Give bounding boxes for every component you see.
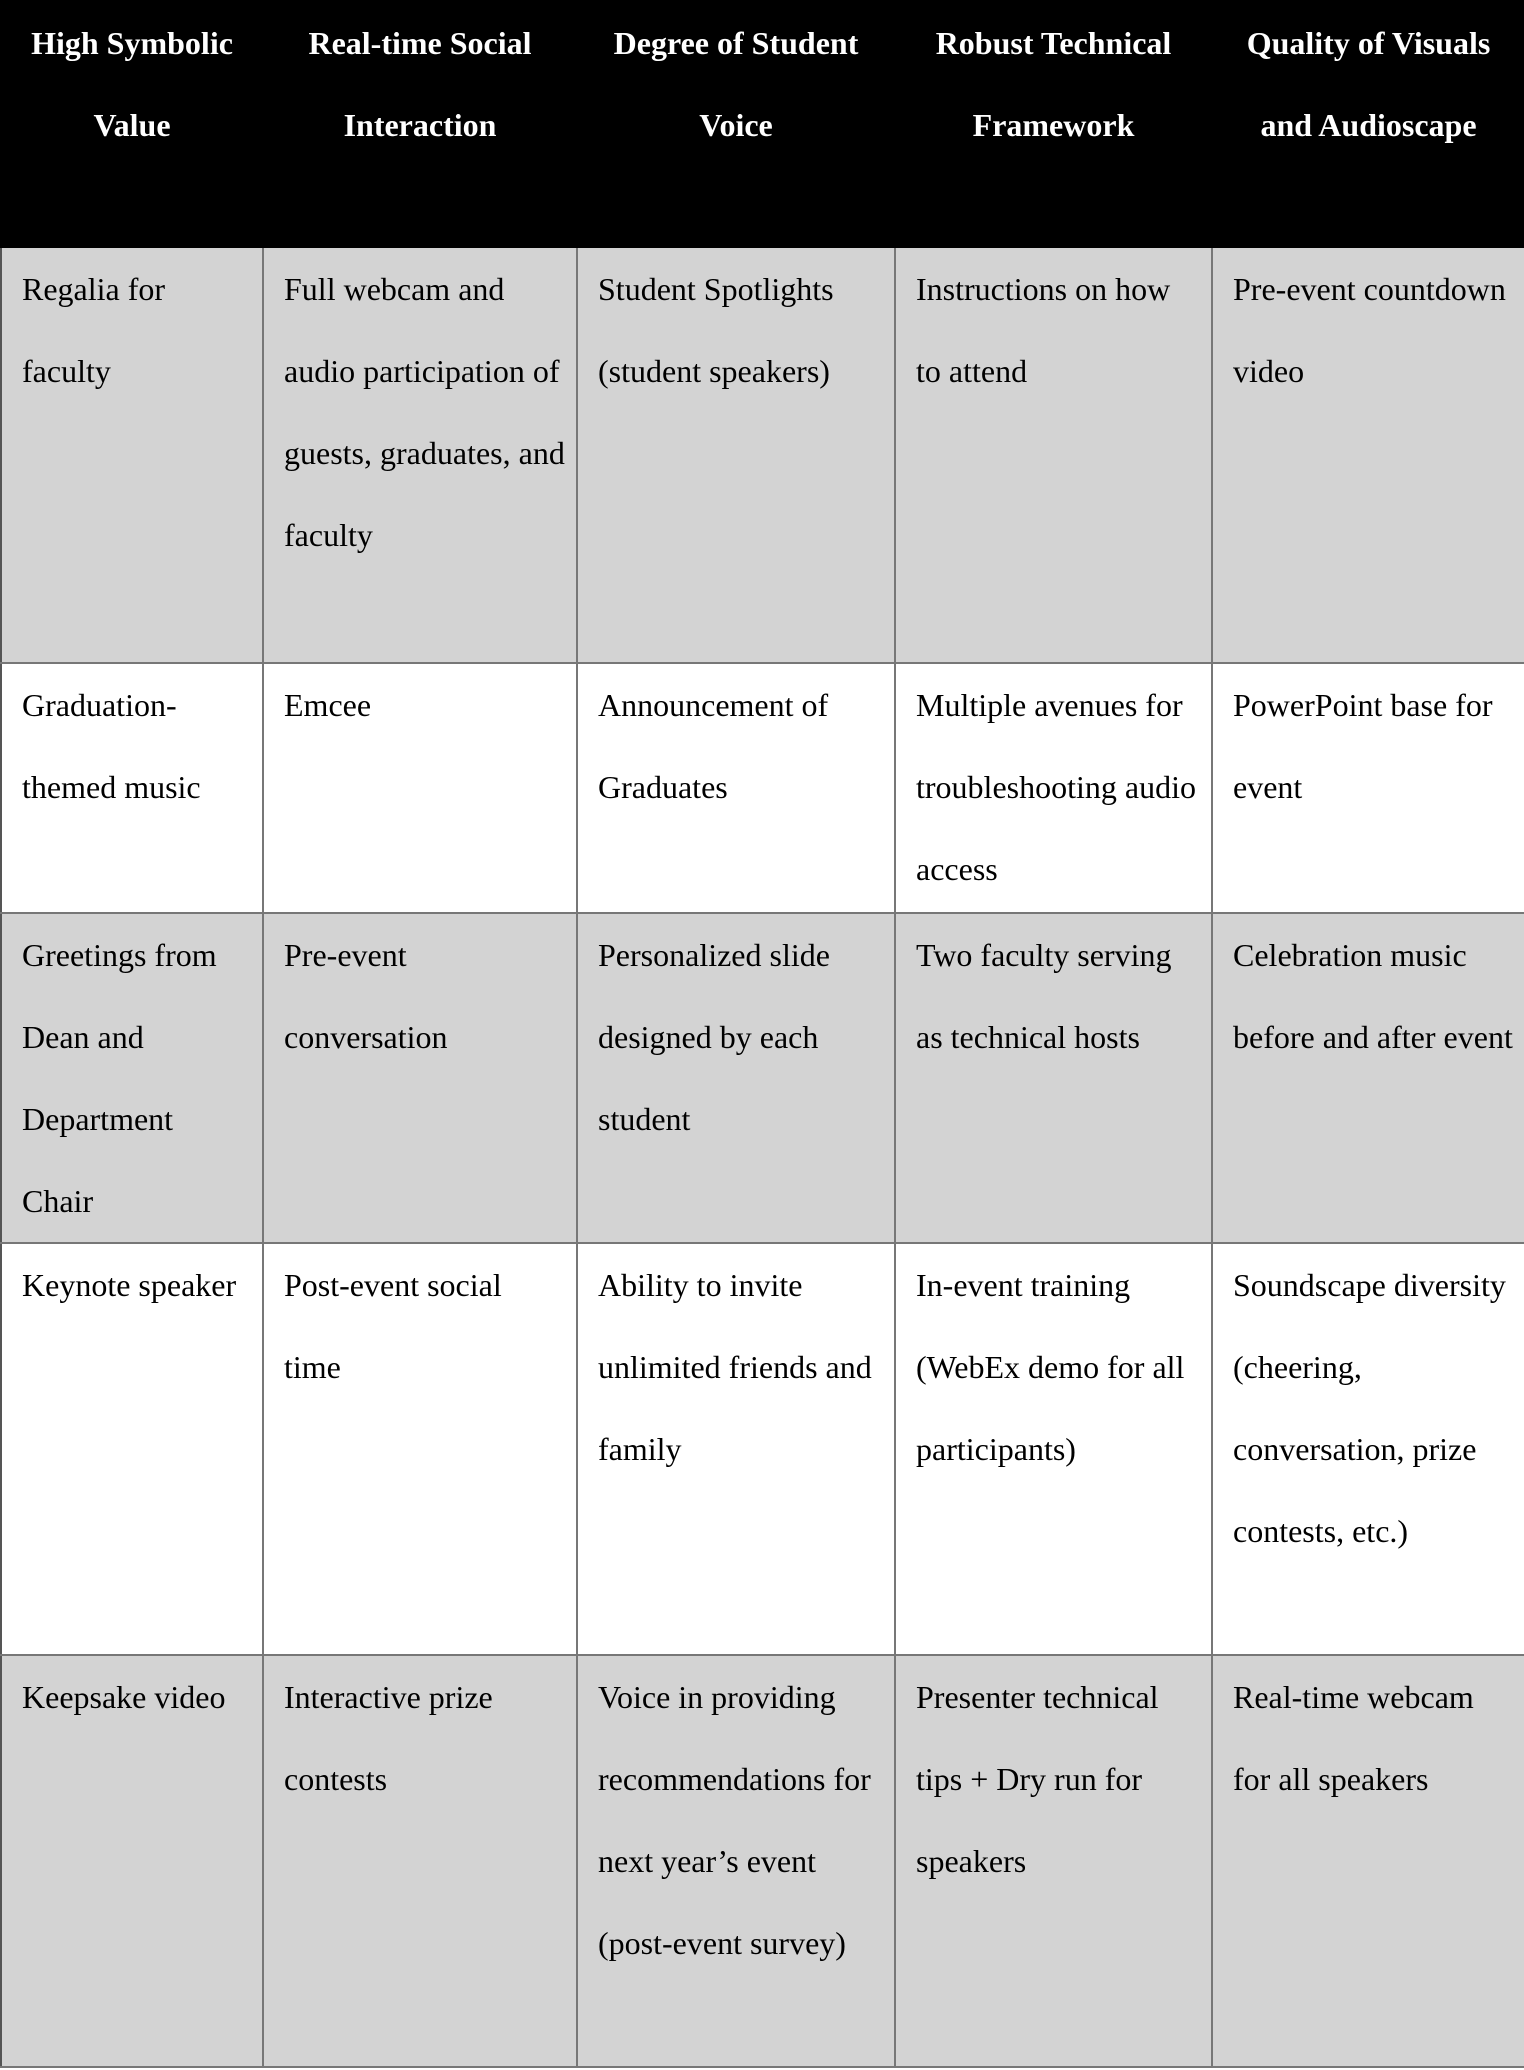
table-row xyxy=(1,663,1524,913)
header-row xyxy=(1,1,1524,247)
header-real-time-social-interaction: Real-time Social Interaction xyxy=(263,1,577,247)
table-cell: Real-time webcam for all speakers xyxy=(1212,1655,1524,2067)
table-cell: Presenter technical tips + Dry run for speakers xyxy=(895,1655,1212,2067)
header-quality-of-visuals-and-audioscape: Quality of Visuals and Audioscape xyxy=(1212,1,1524,247)
table-cell: Post-event social time xyxy=(263,1243,577,1655)
table-row xyxy=(1,913,1524,1243)
table-cell: Two faculty serving as technical hosts xyxy=(895,913,1212,1243)
table-cell: Multiple avenues for troubleshooting audio access xyxy=(895,663,1212,913)
table-cell: Personalized slide designed by each student xyxy=(577,913,895,1243)
table-cell: PowerPoint base for event xyxy=(1212,663,1524,913)
table-cell: Regalia for faculty xyxy=(1,247,263,663)
header-high-symbolic-value: High Symbolic Value xyxy=(1,1,263,247)
table-row xyxy=(1,1243,1524,1655)
table-header xyxy=(1,1,1524,247)
table-cell: Pre-event conversation xyxy=(263,913,577,1243)
table-cell: Student Spotlights (student speakers) xyxy=(577,247,895,663)
table-row xyxy=(1,247,1524,663)
table-cell: Celebration music before and after event xyxy=(1212,913,1524,1243)
header-robust-technical-framework: Robust Technical Framework xyxy=(895,1,1212,247)
table-cell: Emcee xyxy=(263,663,577,913)
table-cell: Ability to invite unlimited friends and family xyxy=(577,1243,895,1655)
table-cell: Keynote speaker xyxy=(1,1243,263,1655)
table-cell: Announcement of Graduates xyxy=(577,663,895,913)
table-cell: Soundscape diversity (cheering, conversation, prize contests, etc.) xyxy=(1212,1243,1524,1655)
table-body xyxy=(1,247,1524,2067)
table-row xyxy=(1,1655,1524,2067)
table-cell: In-event training (WebEx demo for all participants) xyxy=(895,1243,1212,1655)
table-cell: Keepsake video xyxy=(1,1655,263,2067)
table-cell: Instructions on how to attend xyxy=(895,247,1212,663)
table-cell: Greetings from Dean and Department Chair xyxy=(1,913,263,1243)
table-cell: Voice in providing recommendations for next year’s event (post-event survey) xyxy=(577,1655,895,2067)
header-degree-of-student-voice: Degree of Student Voice xyxy=(577,1,895,247)
table-cell: Pre-event countdown video xyxy=(1212,247,1524,663)
table-cell: Full webcam and audio participation of guests, graduates, and faculty xyxy=(263,247,577,663)
table-cell: Interactive prize contests xyxy=(263,1655,577,2067)
table-cell: Graduation-themed music xyxy=(1,663,263,913)
